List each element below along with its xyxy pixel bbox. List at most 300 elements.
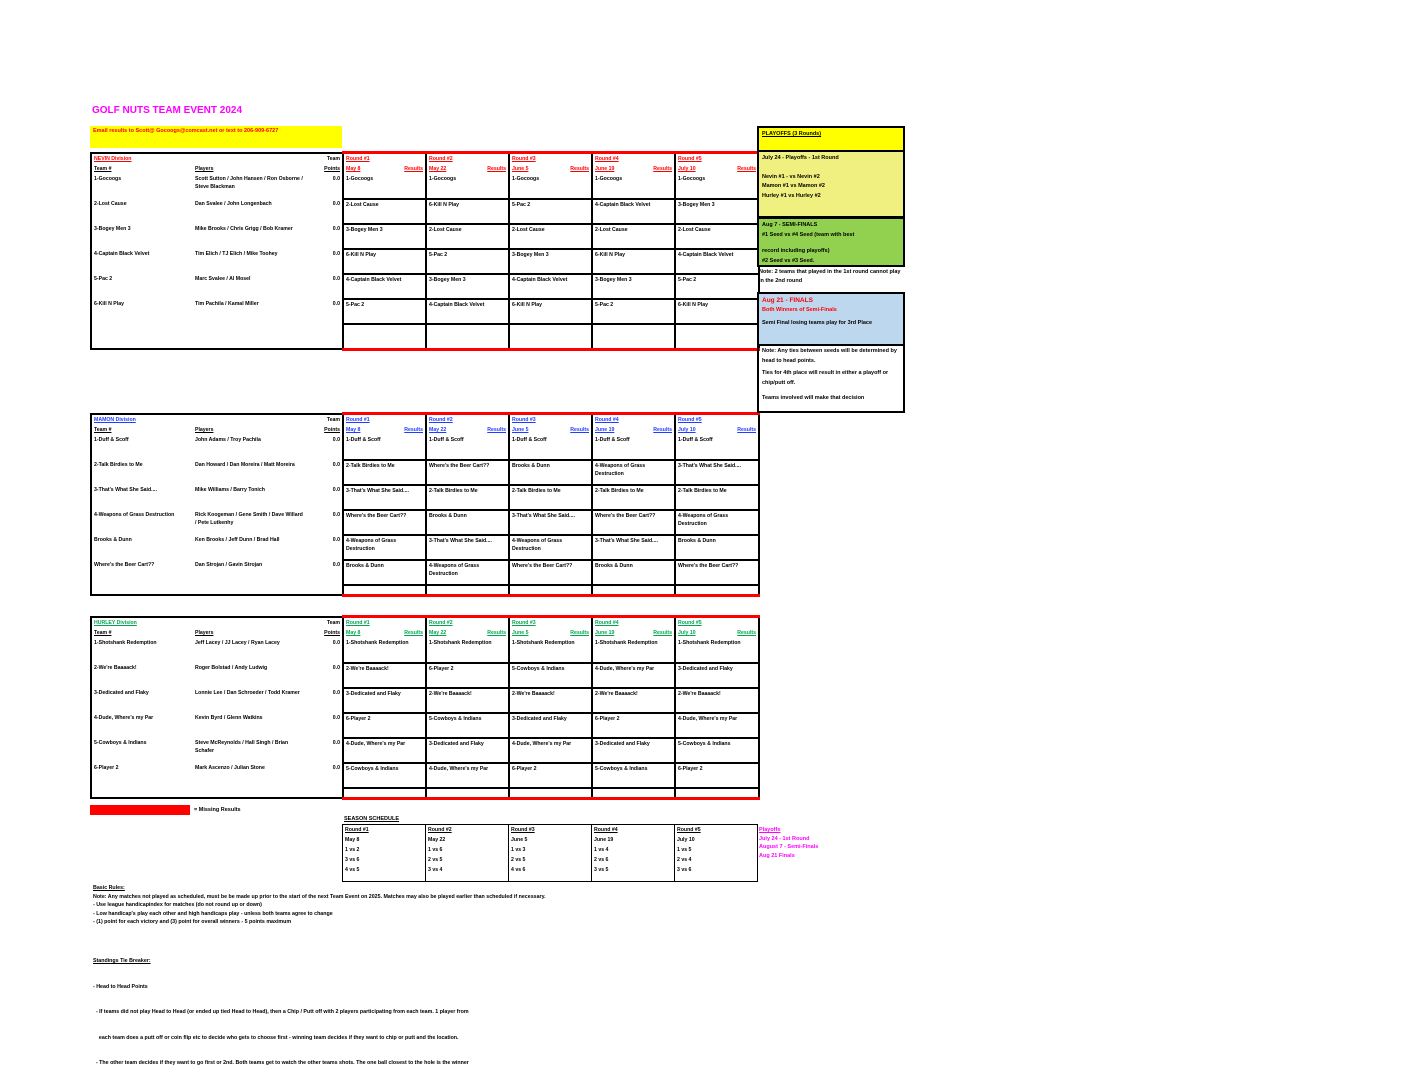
results-label: Results [737,427,757,433]
round-header: Round #2 [426,414,509,426]
schedule-playoffs-item: Aug 21 Finals [759,852,795,859]
schedule-match: 1 vs 6 [426,845,509,855]
round-matchup-cell: 3-Dedicated and Flaky [343,688,426,713]
round-matchup-cell: Where's the Beer Cart?? [343,510,426,535]
round-date: May 8 [346,427,361,433]
division-subheader-row [91,628,759,638]
round-matchup-cell: Brooks & Dunn [343,560,426,585]
schedule-round-name: Round #4 [592,825,675,836]
round-matchup-cell: 5-Pac 2 [509,199,592,224]
round-date: May 22 [429,630,447,636]
round-matchup-cell: 3-That's What She Said.... [343,485,426,510]
team-players: Rick Koogeman / Gene Smith / Dave Willard / Pete Lutkenhy [195,512,303,526]
round-matchup-cell: 3-Dedicated and Flaky [509,713,592,738]
missing-results-swatch [90,805,190,815]
basic-rules [93,884,546,927]
round-date: June 5 [512,630,529,636]
round-matchup-cell: 4-Weapons of Grass Destruction [675,510,759,535]
team-row [91,460,759,485]
round-matchup-cell: 6-Player 2 [426,663,509,688]
page-title: GOLF NUTS TEAM EVENT 2024 [92,105,243,116]
finals-line1: Both Winners of Semi-Finals [762,306,837,313]
team-name: 3-Bogey Men 3 [91,224,193,249]
round-date-cell [509,164,592,174]
division-table [90,412,760,597]
schedule-row [343,825,758,836]
team-players: Dan Strojan / Gavin Strojan [195,562,263,568]
footer-cell [91,788,343,798]
tie-breaker-title: Standings Tie Breaker: [93,958,151,964]
season-schedule-table [342,824,758,882]
schedule-match: 4 vs 6 [509,865,592,882]
round-header: Round #5 [675,617,759,629]
basic-rule-line: - Low handicap's play each other and high handicaps play - unless both teams agree to change [93,910,333,917]
team-row [91,713,759,738]
team-points: 0.0 [332,226,341,232]
semis-line: #1 Seed vs #4 Seed (team with best [762,231,855,238]
round-matchup-cell: 5-Cowboys & Indians [509,663,592,688]
results-label: Results [570,166,590,172]
team-players: Mike Brooks / Chris Grigg / Bob Kramer [195,226,293,232]
round-matchup-cell: 6-Player 2 [592,713,675,738]
schedule-round-date: May 22 [426,835,509,845]
schedule-row [343,855,758,865]
team-col-header: Team # [91,628,193,638]
round-matchup-cell: 2-We're Baaaack! [426,688,509,713]
schedule-round-name: Round #5 [675,825,758,836]
playoffs-notes [757,345,905,413]
round-matchup-cell: 1-Shotshank Redemption [343,638,426,663]
round-date-cell [675,425,759,435]
basic-rule-line: Note: Any matches not played as scheduled, must be be made up prior to the start of the next Team Event on 2025. Matches may also be played earlier than scheduled if necessary. [93,893,546,900]
team-points: 0.0 [332,740,341,746]
round-date-cell [509,628,592,638]
round1-title: July 24 - Playoffs - 1st Round [762,155,839,161]
round-matchup-cell: 1-Gocoogs [509,174,592,199]
round-matchup-cell: 1-Shotshank Redemption [675,638,759,663]
tie-breaker-line: each team does a putt off or coin flip etc to decide who gets to choose first - winning team decides if they want to chip or putt and the location. [93,1034,459,1041]
round-matchup-cell: 4-Captain Black Velvet [509,274,592,299]
team-players: Lonnie Lee / Dan Schroeder / Todd Kramer [195,690,300,696]
team-points: 0.0 [332,765,341,771]
playoffs-note1: Note: 2 teams that played in the 1st round cannot play in the 2nd round [759,269,901,284]
round-matchup-cell: 2-We're Baaaack! [343,663,426,688]
round-header: Round #2 [426,617,509,629]
team-row [91,299,759,324]
round-matchup-cell: 6-Kill N Play [675,299,759,324]
footer-round-cell [343,585,426,595]
team-players: Ken Brooks / Jeff Dunn / Brad Hall [195,537,280,543]
round-date: June 5 [512,166,529,172]
division-header-row [91,153,759,165]
team-points: 0.0 [332,690,341,696]
round-matchup-cell: Where's the Beer Cart?? [592,510,675,535]
round-date-cell [426,628,509,638]
team-name: 3-That's What She Said.... [91,485,193,510]
missing-results-label: = Missing Results [194,807,241,813]
schedule-round-name: Round #2 [426,825,509,836]
team-row [91,249,759,274]
team-col-header: Team # [91,425,193,435]
team-name: 2-We're Baaaack! [91,663,193,688]
round-matchup-cell: 2-We're Baaaack! [509,688,592,713]
schedule-match: 2 vs 5 [426,855,509,865]
team-players: Marc Svalee / Al Mosel [195,276,251,282]
schedule-playoffs-list [759,826,818,860]
team-points: 0.0 [332,276,341,282]
round-date: June 19 [595,427,615,433]
results-label: Results [404,630,424,636]
footer-round-cell [343,788,426,798]
division-subheader-row [91,164,759,174]
schedule-round-date: June 5 [509,835,592,845]
basic-rule-line: - Use league handicapindex for matches (do not round up or down) [93,902,262,908]
round-matchup-cell: 6-Kill N Play [509,299,592,324]
team-row [91,510,759,535]
team-col-header: Team # [91,164,193,174]
division-header-row [91,414,759,426]
playoffs-finals [757,292,905,346]
round-matchup-cell: 5-Cowboys & Indians [426,713,509,738]
footer-round-cell [509,788,592,798]
round-date: May 22 [429,427,447,433]
round-matchup-cell: 4-Captain Black Velvet [592,199,675,224]
round-date: May 22 [429,166,447,172]
round-matchup-cell: 2-Lost Cause [343,199,426,224]
team-players: Tim Pachila / Kamal Miller [195,301,259,307]
results-label: Results [487,630,507,636]
division-name: MAMON Division [91,414,307,426]
team-points-header: Team [307,153,343,165]
round-matchup-cell: 2-Lost Cause [509,224,592,249]
round-matchup-cell: 4-Dude, Where's my Par [426,763,509,788]
round-matchup-cell: 2-Lost Cause [675,224,759,249]
division-name: NEVIN Division [91,153,307,165]
round-header: Round #1 [343,153,426,165]
team-points: 0.0 [332,437,341,443]
team-row [91,763,759,788]
team-players: Mark Ascenzo / Julian Stone [195,765,265,771]
results-label: Results [487,427,507,433]
division-table [90,151,760,351]
team-name: 5-Cowboys & Indians [91,738,193,763]
team-name: 4-Captain Black Velvet [91,249,193,274]
team-players: Scott Sutton / John Hansen / Ron Osborne / Steve Blackman [195,176,303,190]
schedule-playoffs-item: August 7 - Semi-Finals [759,844,819,850]
email-banner: Email results to Scott@ Gocoogs@comcast.net or text to 206-909-6727 [90,126,342,148]
round-date-cell [426,425,509,435]
round-date-cell [343,425,426,435]
round-matchup-cell: 4-Captain Black Velvet [426,299,509,324]
round-matchup-cell: 4-Dude, Where's my Par [675,713,759,738]
round1-line: Hurley #1 vs Hurley #2 [762,192,821,199]
round-matchup-cell: Brooks & Dunn [592,560,675,585]
division-footer-row [91,324,759,349]
round-matchup-cell: 3-Bogey Men 3 [426,274,509,299]
round-header: Round #3 [509,617,592,629]
round-matchup-cell: 1-Duff & Scoff [509,435,592,460]
round-header: Round #4 [592,617,675,629]
round-header: Round #4 [592,414,675,426]
team-row [91,435,759,460]
round-matchup-cell: 5-Pac 2 [426,249,509,274]
team-points: 0.0 [332,640,341,646]
round-matchup-cell: 1-Duff & Scoff [343,435,426,460]
division-subheader-row [91,425,759,435]
round-matchup-cell: 3-Dedicated and Flaky [675,663,759,688]
round-matchup-cell: 3-Bogey Men 3 [509,249,592,274]
team-row [91,688,759,713]
team-players: Mike Williams / Barry Tonich [195,487,265,493]
footer-round-cell [343,324,426,349]
team-points: 0.0 [332,665,341,671]
round-matchup-cell: 4-Dude, Where's my Par [592,663,675,688]
schedule-row [343,865,758,882]
division-name: HURLEY Division [91,617,307,629]
schedule-round-name: Round #1 [343,825,426,836]
footer-round-cell [675,585,759,595]
points-col-header: Points [324,630,341,636]
team-players: Dan Howard / Dan Moreira / Matt Moreira [195,462,295,468]
team-name: Where's the Beer Cart?? [91,560,193,585]
results-label: Results [570,630,590,636]
round-matchup-cell: 4-Weapons of Grass Destruction [592,460,675,485]
footer-round-cell [426,585,509,595]
results-label: Results [404,166,424,172]
round-header: Round #3 [509,414,592,426]
round-date: June 19 [595,630,615,636]
schedule-playoffs-item: Playoffs [759,827,781,833]
footer-round-cell [426,324,509,349]
team-name: 4-Dude, Where's my Par [91,713,193,738]
round-matchup-cell: 5-Cowboys & Indians [343,763,426,788]
round-matchup-cell: 4-Weapons of Grass Destruction [343,535,426,560]
players-col-header: Players [195,166,214,172]
footer-round-cell [509,585,592,595]
results-label: Results [737,166,757,172]
schedule-match: 3 vs 6 [675,865,758,882]
playoffs-round1 [757,152,905,218]
results-label: Results [653,166,673,172]
schedule-round-date: June 19 [592,835,675,845]
players-col-header: Players [195,630,214,636]
round-date: June 5 [512,427,529,433]
round-matchup-cell: 6-Kill N Play [343,249,426,274]
team-row [91,274,759,299]
team-row [91,485,759,510]
round-header: Round #5 [675,414,759,426]
points-col-header: Points [324,427,341,433]
results-label: Results [570,427,590,433]
round-matchup-cell: 1-Shotshank Redemption [509,638,592,663]
footer-cell [91,585,343,595]
team-points: 0.0 [332,562,341,568]
season-schedule-title: SEASON SCHEDULE [344,816,400,822]
division-footer-row [91,788,759,798]
round-matchup-cell: 1-Gocoogs [675,174,759,199]
results-label: Results [737,630,757,636]
round-matchup-cell: 1-Gocoogs [343,174,426,199]
footer-round-cell [426,788,509,798]
team-points-header: Team [307,617,343,629]
team-row [91,199,759,224]
points-col-header: Points [324,166,341,172]
round-matchup-cell: 2-We're Baaaack! [592,688,675,713]
semis-line: record including playoffs) [762,248,830,254]
round-matchup-cell: 3-Dedicated and Flaky [592,738,675,763]
round-matchup-cell: 2-Lost Cause [592,224,675,249]
round-header: Round #1 [343,617,426,629]
round-matchup-cell: 5-Pac 2 [592,299,675,324]
schedule-match: 3 vs 4 [426,865,509,882]
team-row [91,663,759,688]
team-points: 0.0 [332,201,341,207]
round-date-cell [426,164,509,174]
schedule-match: 2 vs 6 [592,855,675,865]
team-name: 2-Lost Cause [91,199,193,224]
basic-rule-line: - (1) point for each victory and (3) point for overall winners - 5 points maximum [93,919,292,925]
round-matchup-cell: 2-We're Baaaack! [675,688,759,713]
round-date: July 10 [678,166,696,172]
round-matchup-cell: 3-That's What She Said.... [592,535,675,560]
round-matchup-cell: 6-Player 2 [343,713,426,738]
team-points: 0.0 [332,301,341,307]
round-matchup-cell: 2-Lost Cause [426,224,509,249]
schedule-match: 2 vs 5 [509,855,592,865]
team-points: 0.0 [332,487,341,493]
round-matchup-cell: Where's the Beer Cart?? [509,560,592,585]
round-date: July 10 [678,630,696,636]
round-date-cell [592,425,675,435]
schedule-round-date: May 8 [343,835,426,845]
round-matchup-cell: 5-Pac 2 [675,274,759,299]
team-row [91,535,759,560]
division-footer-row [91,585,759,595]
footer-round-cell [592,788,675,798]
round-matchup-cell: Brooks & Dunn [675,535,759,560]
semis-line: #2 Seed vs #3 Seed. [762,257,815,264]
round-matchup-cell: 3-Bogey Men 3 [343,224,426,249]
schedule-match: 3 vs 5 [592,865,675,882]
round-matchup-cell: 4-Weapons of Grass Destruction [509,535,592,560]
team-players: Dan Svalee / John Longenbach [195,201,272,207]
team-name: 3-Dedicated and Flaky [91,688,193,713]
round-date: June 19 [595,166,615,172]
team-row [91,174,759,199]
round-date: May 8 [346,166,361,172]
team-row [91,638,759,663]
round-matchup-cell: 6-Player 2 [509,763,592,788]
team-players: Tim Elich / TJ Elich / Mike Toohey [195,251,278,257]
team-name: 5-Pac 2 [91,274,193,299]
team-name: 4-Weapons of Grass Destruction [91,510,193,535]
round-matchup-cell: 4-Captain Black Velvet [343,274,426,299]
round-date: May 8 [346,630,361,636]
playoffs-semis [757,217,905,267]
schedule-match: 1 vs 3 [509,845,592,855]
round-header: Round #2 [426,153,509,165]
playoffs-header [757,126,905,152]
playoffs-header-label: PLAYOFFS (3 Rounds) [762,131,822,137]
round-matchup-cell: 3-That's What She Said.... [426,535,509,560]
round-matchup-cell: 1-Gocoogs [592,174,675,199]
tie-breaker [93,940,469,1076]
schedule-match: 3 vs 6 [343,855,426,865]
schedule-match: 1 vs 4 [592,845,675,855]
round-matchup-cell: 3-Dedicated and Flaky [426,738,509,763]
round-matchup-cell: 6-Kill N Play [592,249,675,274]
team-row [91,224,759,249]
round-header: Round #5 [675,153,759,165]
division-header-row [91,617,759,629]
schedule-row [343,835,758,845]
round-matchup-cell: 2-Talk Birdies to Me [426,485,509,510]
round-matchup-cell: Brooks & Dunn [509,460,592,485]
round-matchup-cell: Where's the Beer Cart?? [426,460,509,485]
results-label: Results [653,427,673,433]
team-points: 0.0 [332,176,341,182]
round-matchup-cell: 4-Dude, Where's my Par [343,738,426,763]
round-header: Round #4 [592,153,675,165]
round-matchup-cell: 3-That's What She Said.... [675,460,759,485]
results-label: Results [487,166,507,172]
round-matchup-cell: 2-Talk Birdies to Me [592,485,675,510]
round-date-cell [509,425,592,435]
team-name: 1-Gocoogs [91,174,193,199]
team-players: John Adams / Troy Pachila [195,437,261,443]
schedule-round-date: July 10 [675,835,758,845]
schedule-match: 1 vs 5 [675,845,758,855]
round1-line: Nevin #1 - vs Nevin #2 [762,173,820,180]
team-players: Jeff Lacey / JJ Lacey / Ryan Lacey [195,640,280,646]
schedule-round-name: Round #3 [509,825,592,836]
round-matchup-cell: 4-Dude, Where's my Par [509,738,592,763]
team-row [91,560,759,585]
results-label: Results [653,630,673,636]
round-date-cell [343,164,426,174]
tie-breaker-line: - The other team decides if they want to go first or 2nd. Both teams get to watch the other teams shots. The one ball closest to the hole is the winner [93,1060,469,1066]
round-date-cell [675,164,759,174]
footer-round-cell [592,585,675,595]
round-date-cell [343,628,426,638]
round-matchup-cell: 1-Shotshank Redemption [426,638,509,663]
round-matchup-cell: 3-Bogey Men 3 [592,274,675,299]
round-matchup-cell: 6-Kill N Play [426,199,509,224]
round-date: July 10 [678,427,696,433]
round-date-cell [592,164,675,174]
round-matchup-cell: 1-Gocoogs [426,174,509,199]
team-points: 0.0 [332,462,341,468]
round-matchup-cell: 1-Duff & Scoff [592,435,675,460]
team-points: 0.0 [332,537,341,543]
team-name: 1-Shotshank Redemption [91,638,193,663]
finals-line2: Semi Final losing teams play for 3rd Place [762,320,873,326]
round-matchup-cell: Brooks & Dunn [426,510,509,535]
round-matchup-cell: 4-Captain Black Velvet [675,249,759,274]
team-points: 0.0 [332,715,341,721]
team-players: Steve McReynolds / Hall Singh / Brian Schafer [195,740,289,754]
team-row [91,738,759,763]
playoffs-note4: Teams involved will make that decision [762,395,865,401]
finals-title: Aug 21 - FINALS [762,297,813,304]
team-players: Kevin Byrd / Glenn Watkins [195,715,263,721]
team-name: 1-Duff & Scoff [91,435,193,460]
round-matchup-cell: 2-Talk Birdies to Me [675,485,759,510]
tie-breaker-line: - Head to Head Points [93,983,148,990]
round-matchup-cell: 3-That's What She Said.... [509,510,592,535]
footer-round-cell [592,324,675,349]
round-matchup-cell: 6-Player 2 [675,763,759,788]
